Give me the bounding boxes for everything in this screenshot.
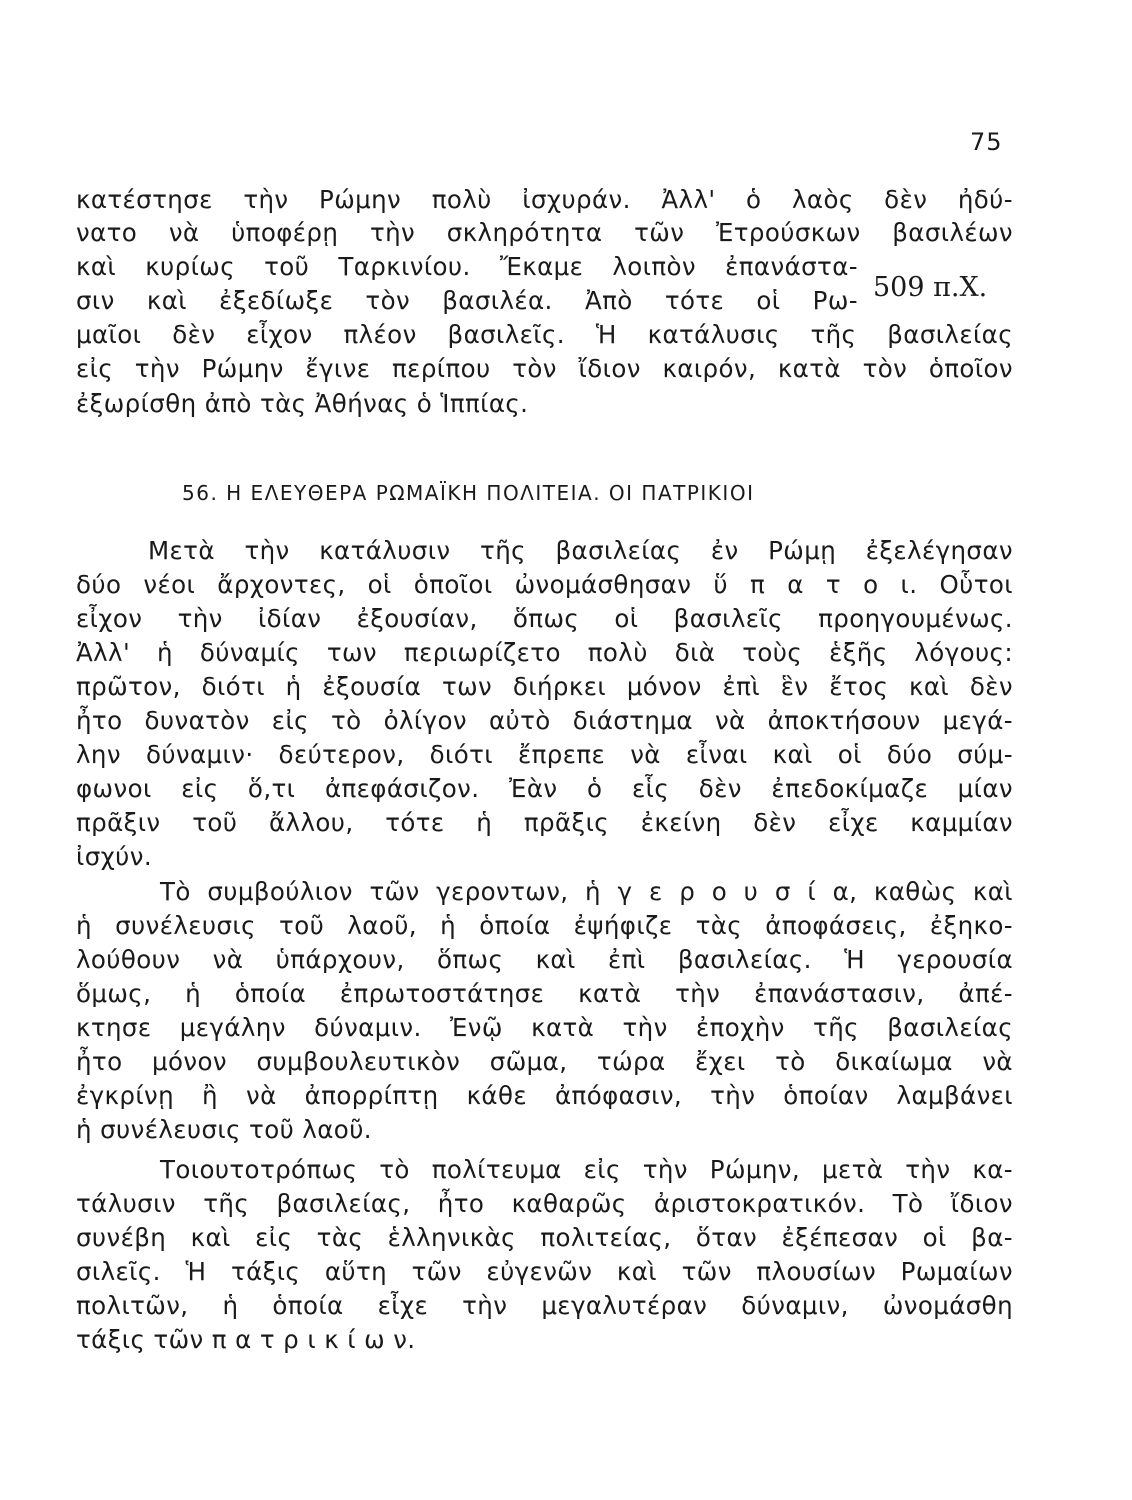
text-line: ἐξωρίσθη ἀπὸ τὰς Ἀθήνας ὁ Ἱππίας. — [76, 389, 529, 418]
text-line: Τοιουτοτρόπως τὸ πολίτευμα εἰς τὴν Ρώμην, μετὰ τὴν κα- — [160, 1155, 1013, 1184]
text-line: ἐγκρίνῃ ἢ νὰ ἀπορρίπτῃ κάθε ἀπόφασιν, τὴν ὁποίαν λαμβάνει — [76, 1081, 1013, 1110]
text-line: εἰς τὴν Ρώμην ἔγινε περίπου τὸν ἴδιον καιρόν, κατὰ τὸν ὁποῖον — [76, 354, 1013, 383]
text-line: Τὸ συμβούλιον τῶν γεροντων, ἡ γ ε ρ ο υ σ ί α, καθὼς καὶ — [160, 877, 1013, 906]
text-line: σιλεῖς. Ἡ τάξις αὕτη τῶν εὐγενῶν καὶ τῶν πλουσίων Ρωμαίων — [76, 1257, 1013, 1286]
text-line: κατέστησε τὴν Ρώμην πολὺ ἰσχυράν. Ἀλλ' ὁ λαὸς δὲν ἠδύ- — [76, 185, 1013, 214]
text-line: πρῶτον, διότι ἡ ἐξουσία των διήρκει μόνον ἐπὶ ἓν ἔτος καὶ δὲν — [76, 672, 1013, 701]
page-number: 75 — [970, 128, 1003, 156]
text-line: κτησε μεγάλην δύναμιν. Ἐνῷ κατὰ τὴν ἐποχὴν τῆς βασιλείας — [76, 1013, 1013, 1042]
text-line: Μετὰ τὴν κατάλυσιν τῆς βασιλείας ἐν Ρώμῃ ἐξελέγησαν — [148, 536, 1013, 565]
text-line: τάξις τῶν π α τ ρ ι κ ί ω ν. — [76, 1325, 416, 1354]
text-line: ἰσχύν. — [76, 842, 153, 871]
margin-date-note: 509 π.Χ. — [873, 272, 988, 303]
text-line: ἦτο μόνον συμβουλευτικὸν σῶμα, τώρα ἔχει τὸ δικαίωμα νὰ — [76, 1047, 1013, 1076]
text-line: σιν καὶ ἐξεδίωξε τὸν βασιλέα. Ἀπὸ τότε οἱ Ρω- — [76, 286, 858, 315]
text-line: μαῖοι δὲν εἶχον πλέον βασιλεῖς. Ἡ κατάλυσις τῆς βασιλείας — [76, 320, 1013, 349]
text-line: πολιτῶν, ἡ ὁποία εἶχε τὴν μεγαλυτέραν δύναμιν, ὠνομάσθη — [76, 1291, 1013, 1320]
text-line: πρᾶξιν τοῦ ἄλλου, τότε ἡ πρᾶξις ἐκείνη δὲν εἶχε καμμίαν — [76, 808, 1013, 837]
text-line: συνέβη καὶ εἰς τὰς ἑλληνικὰς πολιτείας, ὅταν ἐξέπεσαν οἱ βα- — [76, 1223, 1013, 1252]
text-line: ἡ συνέλευσις τοῦ λαοῦ. — [76, 1115, 372, 1144]
text-line: εἶχον τὴν ἰδίαν ἐξουσίαν, ὅπως οἱ βασιλεῖς προηγουμένως. — [76, 604, 1013, 633]
text-line: καὶ κυρίως τοῦ Ταρκινίου. Ἔκαμε λοιπὸν ἐπανάστα- — [76, 252, 858, 281]
section-heading: 56. Η ΕΛΕΥΘΕΡΑ ΡΩΜΑΪΚΗ ΠΟΛΙΤΕΙΑ. ΟΙ ΠΑΤΡΙΚΙΟΙ — [182, 481, 755, 505]
text-line: φωνοι εἰς ὅ,τι ἀπεφάσιζον. Ἐὰν ὁ εἷς δὲν ἐπεδοκίμαζε μίαν — [76, 774, 1013, 803]
text-line: ὅμως, ἡ ὁποία ἐπρωτοστάτησε κατὰ τὴν ἐπανάστασιν, ἀπέ- — [76, 979, 1013, 1008]
text-line: τάλυσιν τῆς βασιλείας, ἦτο καθαρῶς ἀριστοκρατικόν. Τὸ ἴδιον — [76, 1189, 1013, 1218]
text-line: ἦτο δυνατὸν εἰς τὸ ὀλίγον αὐτὸ διάστημα νὰ ἀποκτήσουν μεγά- — [76, 706, 1013, 735]
text-line: λούθουν νὰ ὑπάρχουν, ὅπως καὶ ἐπὶ βασιλείας. Ἡ γερουσία — [76, 945, 1013, 974]
text-line: λην δύναμιν· δεύτερον, διότι ἔπρεπε νὰ εἶναι καὶ οἱ δύο σύμ- — [76, 740, 1013, 769]
text-line: δύο νέοι ἄρχοντες, οἱ ὁποῖοι ὠνομάσθησαν ὕ π α τ ο ι. Οὗτοι — [76, 570, 1013, 599]
text-line: ἡ συνέλευσις τοῦ λαοῦ, ἡ ὁποία ἐψήφιζε τὰς ἀποφάσεις, ἐξηκο- — [76, 911, 1013, 940]
text-line: Ἀλλ' ἡ δύναμίς των περιωρίζετο πολὺ διὰ τοὺς ἑξῆς λόγους: — [76, 638, 1013, 667]
text-line: νατο νὰ ὑποφέρῃ τὴν σκληρότητα τῶν Ἐτρούσκων βασιλέων — [76, 218, 1013, 247]
